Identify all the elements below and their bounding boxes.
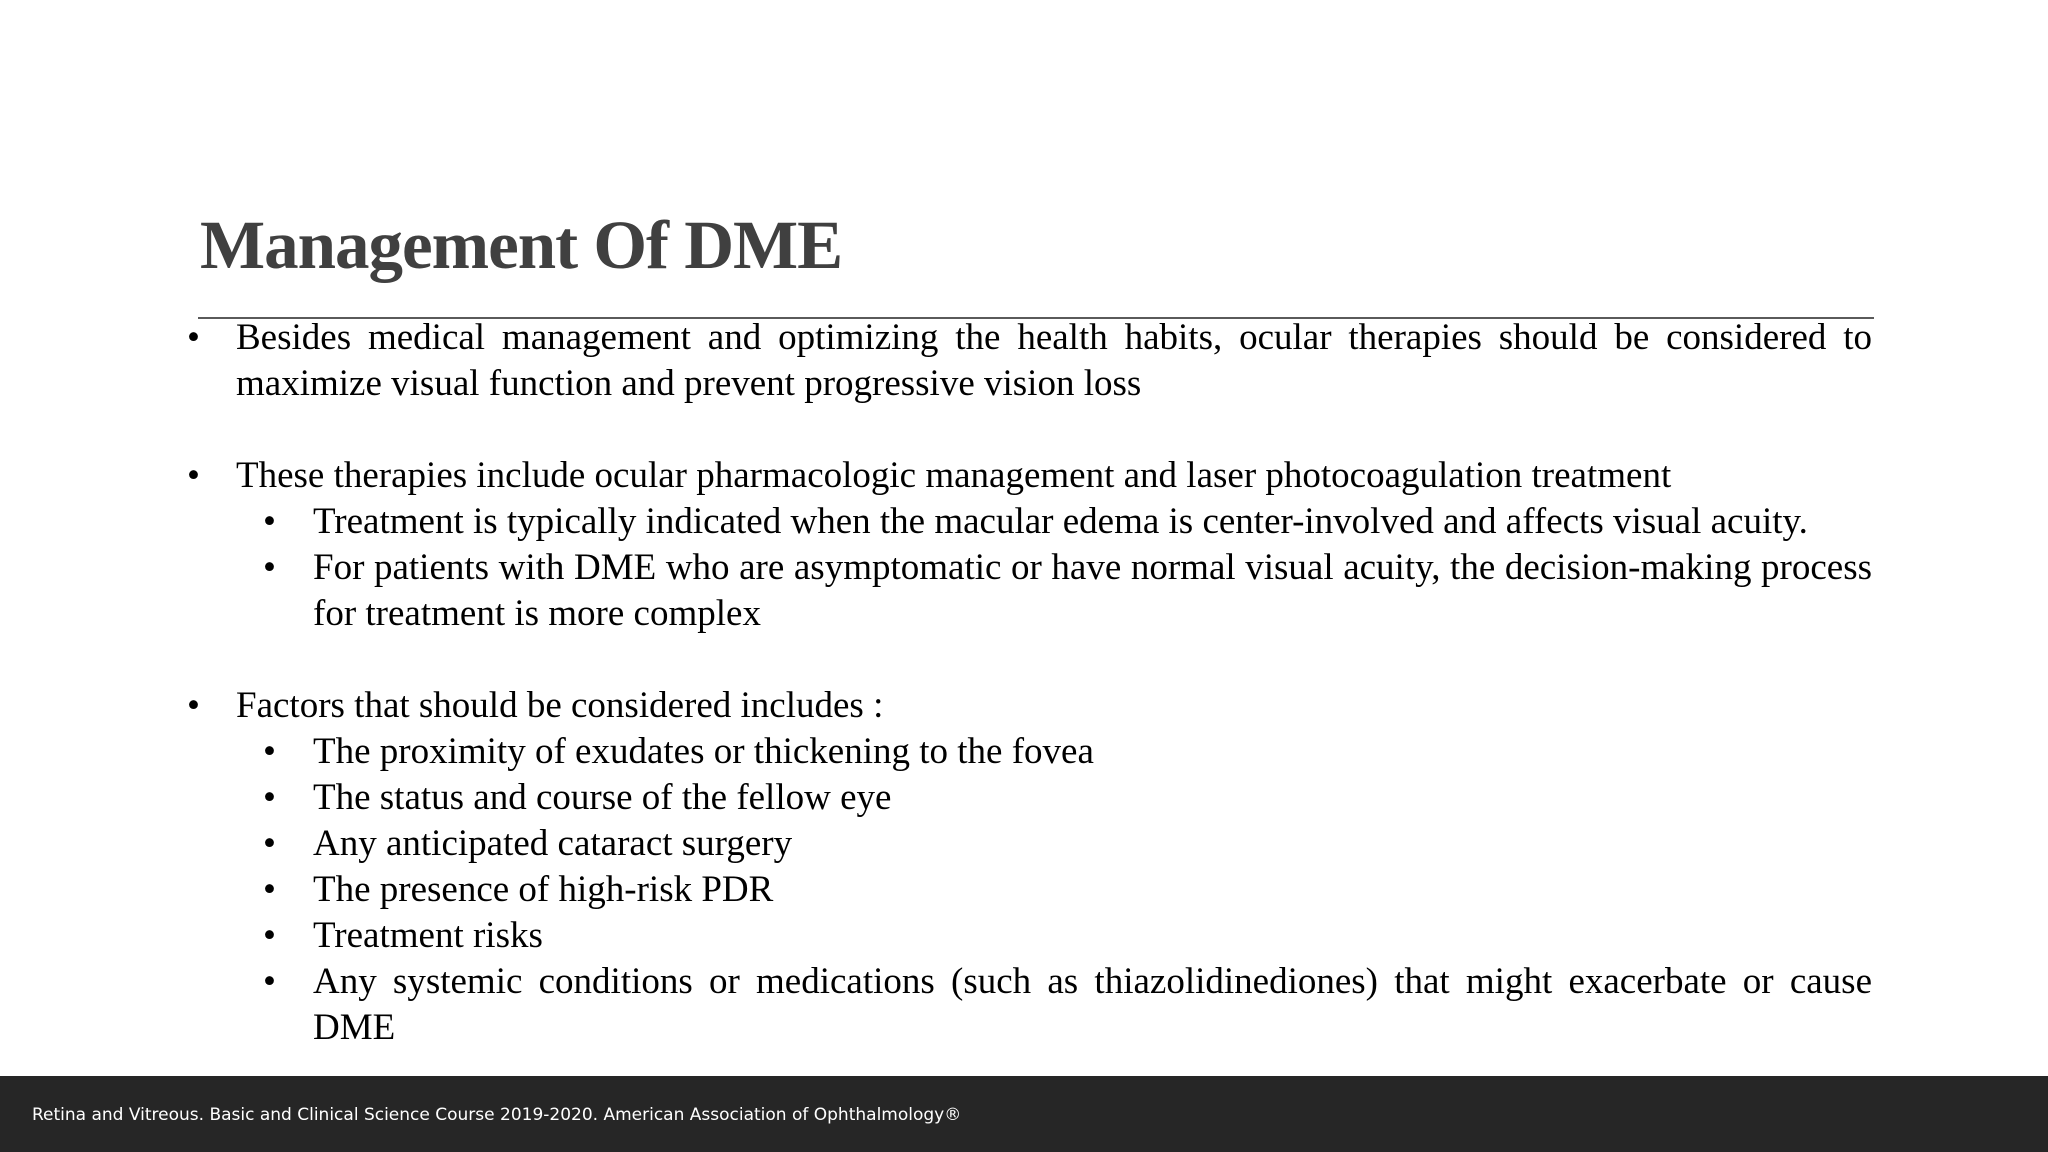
bullet-icon: • [187,685,200,726]
bullet-text: Besides medical management and optimizing the health habits, ocular therapies should be considered to maximize visual function and prevent progressive vision loss [236,317,1872,404]
bullet-text: For patients with DME who are asymptomatic or have normal visual acuity, the decision-making process for treatment is more complex [313,547,1872,634]
bullet-icon: • [263,961,276,1002]
sub-bullet-item [263,913,1872,959]
bullet-text: The status and course of the fellow eye [313,777,892,818]
bullet-icon: • [263,823,276,864]
sub-bullet-item [263,545,1872,637]
bullet-icon: • [263,731,276,772]
bullet-text: The proximity of exudates or thickening to the fovea [313,731,1094,772]
slide-content [176,315,1876,1051]
bullet-icon: • [263,777,276,818]
bullet-item [187,315,1872,407]
bullet-icon: • [187,317,200,358]
bullet-icon: • [187,455,200,496]
footer-citation: Retina and Vitreous. Basic and Clinical Science Course 2019-2020. American Association of Ophthalmology® [32,1105,962,1125]
bullet-text: These therapies include ocular pharmacologic management and laser photocoagulation treatment [236,455,1672,496]
bullet-text: Any anticipated cataract surgery [313,823,793,864]
bullet-item [187,683,1872,729]
bullet-text: Any systemic conditions or medications (such as thiazolidinediones) that might exacerbate or cause DME [313,961,1872,1048]
bullet-text: The presence of high-risk PDR [313,869,774,910]
sub-bullet-item [263,775,1872,821]
spacer [176,407,1876,453]
spacer [176,637,1876,683]
bullet-icon: • [263,501,276,542]
bullet-text: Treatment risks [313,915,543,956]
bullet-item [187,453,1872,499]
bullet-icon: • [263,915,276,956]
sub-bullet-item [263,729,1872,775]
sub-bullet-item [263,959,1872,1051]
slide-title: Management Of DME [200,207,843,283]
sub-bullet-item [263,821,1872,867]
bullet-text: Factors that should be considered includes : [236,685,884,726]
sub-bullet-item [263,499,1872,545]
bullet-icon: • [263,547,276,588]
sub-bullet-item [263,867,1872,913]
footer-bar [0,1076,2048,1152]
bullet-text: Treatment is typically indicated when the macular edema is center-involved and affects visual acuity. [313,501,1808,542]
bullet-icon: • [263,869,276,910]
